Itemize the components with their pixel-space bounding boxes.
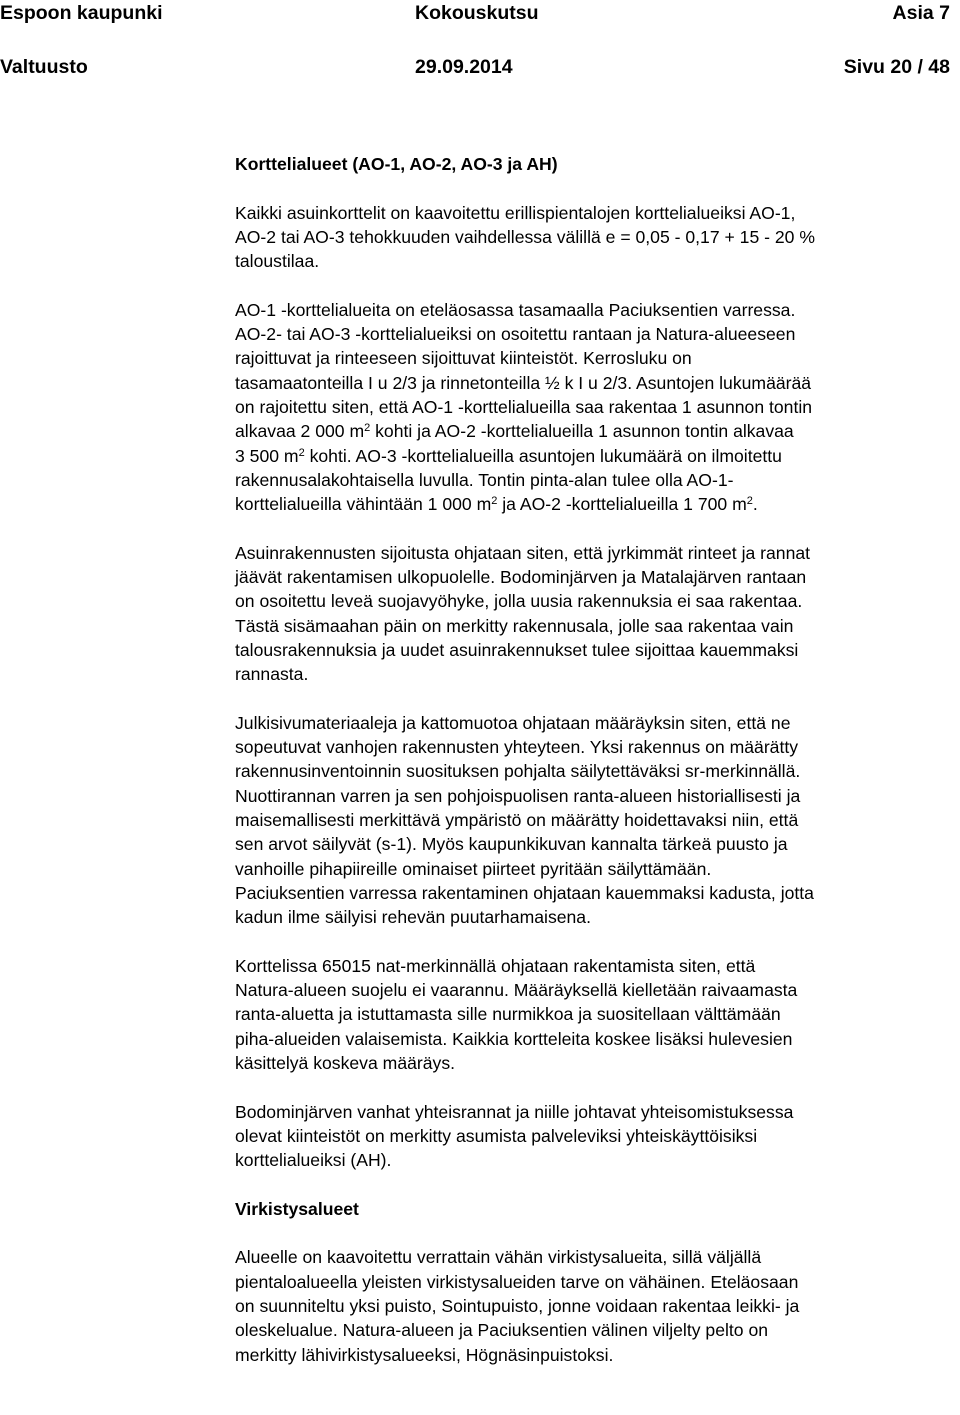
section-heading-virkistysalueet: Virkistysalueet (235, 1198, 359, 1219)
paragraph-2-part-e: . (752, 494, 758, 515)
page-header-row-1 (0, 1, 960, 31)
page-header-row-2 (0, 55, 960, 85)
superscript-2: 2 (364, 422, 371, 435)
section-heading-korttelialueet: Korttelialueet (AO-1, AO-2, AO-3 ja AH) (235, 154, 558, 174)
paragraph-3: Asuinrakennusten sijoitusta ohjataan siten, että jyrkimmät rinteet ja rannat jäävät rakentamisen ulkopuolelle. Bodominjärven ja Matalajärven rantaan on osoitettu leveä suojavyöhyke, jolla uusia rakennuksia ei saa rakentaa. Tästä sisämaahan päin on merkitty rakennusala, jolle saa rakentaa vain talousrakennuksia ja uudet asuinrakennukset tulee sijoittaa kauemmaksi rannasta. (235, 542, 811, 685)
paragraph-2-part-c: kohti. AO-3 -korttelialueilla asuntojen lukumäärä on ilmoitettu rakennusalakohtaisella luvulla. Tontin pinta-alan tulee olla AO-1- korttelialueilla vähintään 1 000 m (235, 445, 782, 515)
paragraph-6: Bodominjärven vanhat yhteisrannat ja niille johtavat yhteisomistuksessa olevat kiinteistöt on merkitty asumista palveleviksi yhteiskäyttöisiksi korttelialueiksi (AH). (235, 1101, 794, 1171)
agenda-item: Asia 7 (892, 2, 950, 24)
paragraph-2-part-a: AO-1 -korttelialueita on eteläosassa tasamaalla Paciuksentien varressa. AO-2- tai AO-3 -korttelialueiksi on osoitettu rantaan ja Natura-alueeseen rajoittuvat ja rinteeseen sijoittuvat kiinteistöt. Kerrosluku on tasamaatonteilla I u 2/3 ja rinnetonteilla ½ k I u 2/3. Asuntojen lukumäärää on rajoitettu siten, että AO-1 -korttelialueilla saa rakentaa 1 asunnon tontin alkavaa 2 000 m (235, 299, 813, 442)
paragraph-5: Korttelissa 65015 nat-merkinnällä ohjataan rakentamista siten, että Natura-alueen suojelu ei vaarannu. Määräyksellä kielletään raivaamasta ranta-aluetta ja istuttamasta sille nurmikkoa ja suositellaan välttämään piha-alueiden valaisemista. Kaikkia kortteleita koskee lisäksi hulevesien käsittelyä koskeva määräys. (235, 955, 798, 1073)
document-body (235, 152, 957, 1367)
organization-name: Espoon kaupunki (0, 2, 163, 24)
paragraph-4: Julkisivumateriaaleja ja kattomuotoa ohjataan määräyksin siten, että ne sopeutuvat vanhojen rakennusten yhteyteen. Yksi rakennus on määrätty rakennusinventoinnin suosituksen pohjalta säilytettäväksi sr-merkinnällä. Nuottirannan varren ja sen pohjoispuolisen ranta-alueen historiallisesti ja maisemallisesti merkittävä ympäristö on määrätty hoidettavaksi niin, että sen arvot säilyvät (s-1). Myös kaupunkikuvan kannalta tärkeä puusto ja vanhoille pihapiireille ominaiset piirteet pyritään säilyttämään. Paciuksentien varressa rakentaminen ohjataan kauemmaksi kadusta, jotta kadun ilme säilyisi rehevän puutarhamaisena. (235, 712, 814, 928)
superscript-2: 2 (491, 495, 498, 508)
paragraph-2 (235, 298, 957, 517)
paragraph-1: Kaikki asuinkorttelit on kaavoitettu erillispientalojen korttelialueiksi AO-1, AO-2 tai AO-3 tehokkuuden vaihdellessa välillä e = 0,05 - 0,17 + 15 - 20 % taloustilaa. (235, 202, 815, 272)
page-number: Sivu 20 / 48 (843, 56, 950, 78)
paragraph-7: Alueelle on kaavoitettu verrattain vähän virkistysalueita, sillä väljällä pientaloalueella yleisten virkistysalueiden tarve on vähäinen. Eteläosaan on suunniteltu yksi puisto, Sointupuisto, jonne voidaan rakentaa leikki- ja oleskelualue. Natura-alueen ja Paciuksentien välinen viljelty pelto on merkitty lähivirkistysalueeksi, Högnäsinpuistoksi. (235, 1247, 800, 1365)
document-type: Kokouskutsu (415, 2, 539, 24)
meeting-date: 29.09.2014 (415, 56, 513, 78)
council-name: Valtuusto (0, 56, 88, 78)
superscript-2: 2 (746, 495, 753, 508)
superscript-2: 2 (298, 446, 305, 459)
paragraph-2-part-b: kohti ja AO-2 -korttelialueilla 1 asunnon tontin alkavaa 3 500 m (235, 421, 794, 466)
paragraph-2-part-d: ja AO-2 -korttelialueilla 1 700 m (497, 494, 747, 515)
